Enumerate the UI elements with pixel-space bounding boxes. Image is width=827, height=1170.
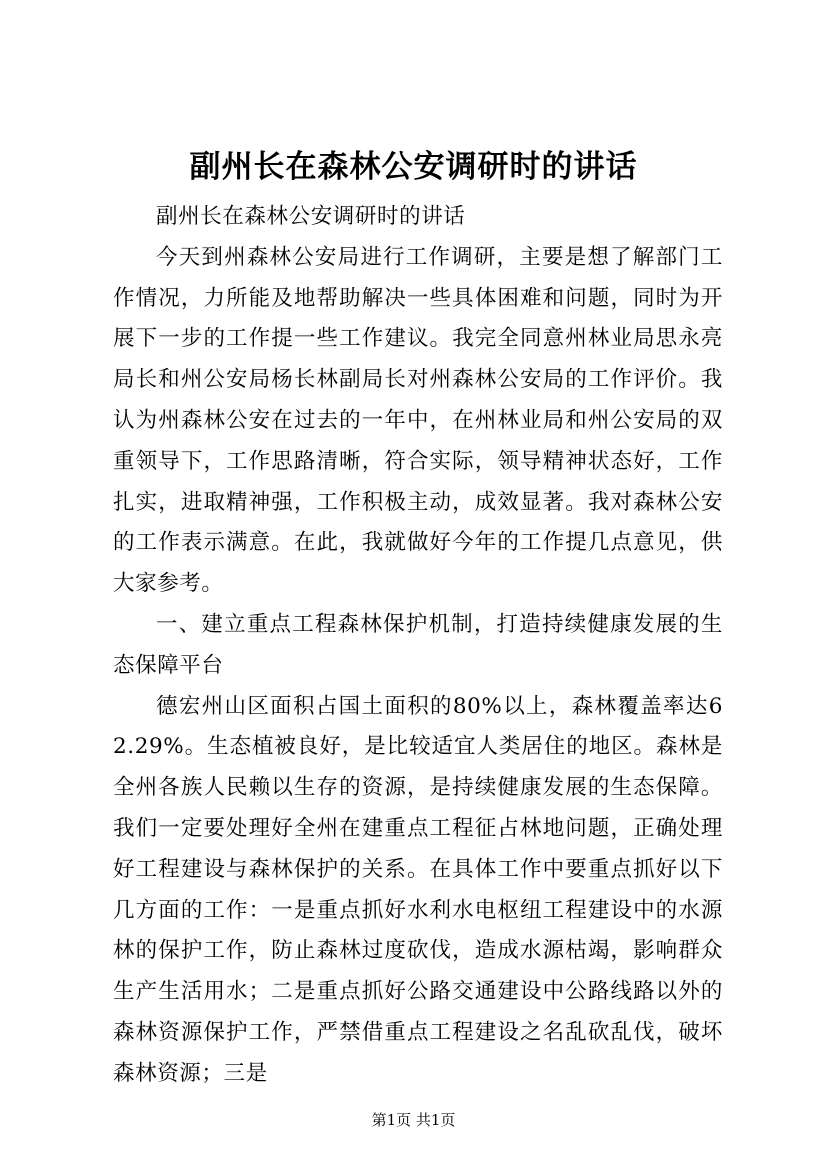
page-footer: 第1页 共1页 (371, 1111, 456, 1129)
document-body (113, 197, 723, 1095)
section-heading-paragraph: 一、建立重点工程森林保护机制，打造持续健康发展的生态保障平台 (113, 611, 723, 678)
intro-paragraph: 今天到州森林公安局进行工作调研，主要是想了解部门工作情况，力所能及地帮助解决一些具体困难和问题，同时为开展下一步的工作提一些工作建议。我完全同意州林业局思永亮局长和州公安局杨长林副局长对州森林公安局的工作评价。我认为州森林公安在过去的一年中，在州林业局和州公安局的双重领导下，工作思路清晰，符合实际，领导精神状态好，工作扎实，进取精神强，工作积极主动，成效显著。我对森林公安的工作表示满意。在此，我就做好今年的工作提几点意见，供大家参考。 (113, 244, 723, 597)
body-paragraph: 德宏州山区面积占国土面积的80%以上，森林覆盖率达62.29%。生态植被良好，是比较适宜人类居住的地区。森林是全州各族人民赖以生存的资源，是持续健康发展的生态保障。我们一定要处理好全州在建重点工程征占林地问题，正确处理好工程建设与森林保护的关系。在具体工作中要重点抓好以下几方面的工作：一是重点抓好水利水电枢纽工程建设中的水源林的保护工作，防止森林过度砍伐，造成水源枯竭，影响群众生产生活用水；二是重点抓好公路交通建设中公路线路以外的森林资源保护工作，严禁借重点工程建设之名乱砍乱伐，破坏森林资源；三是 (113, 693, 723, 1086)
subtitle-paragraph: 副州长在森林公安调研时的讲话 (156, 204, 466, 229)
document-title: 副州长在森林公安调研时的讲话 (189, 149, 638, 185)
